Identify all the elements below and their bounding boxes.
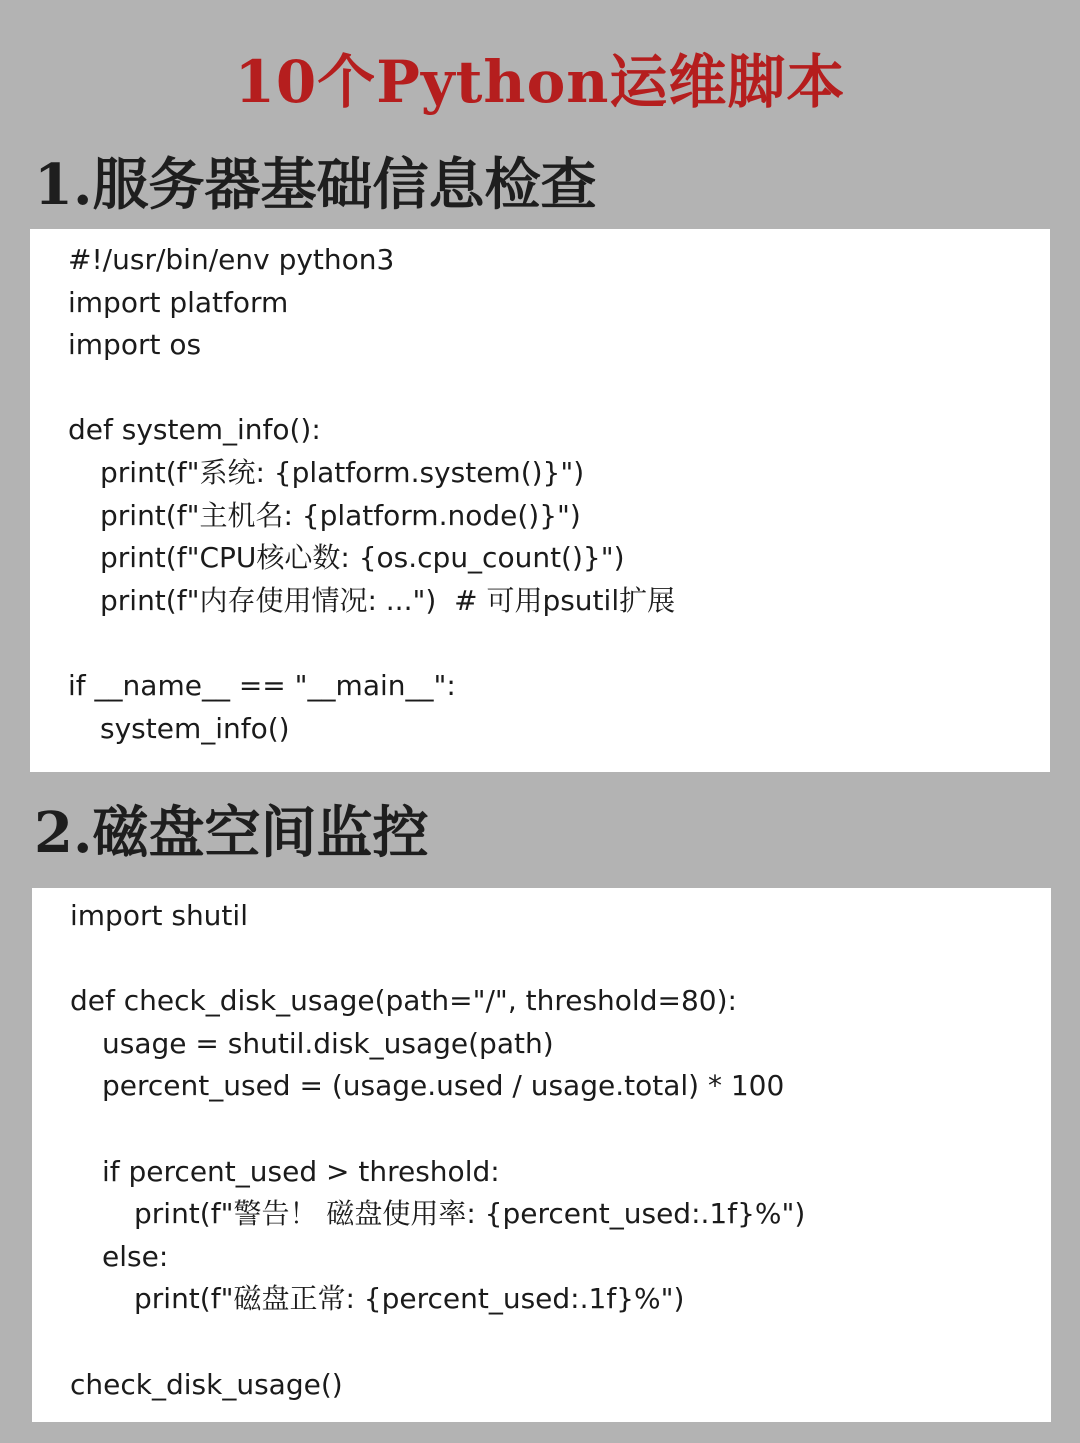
code-line: import platform [68,285,289,319]
code-line: print(f"磁盘正常: {percent_used:.1f}%") [134,1282,685,1316]
code-line: percent_used = (usage.used / usage.total) * 100 [102,1069,785,1103]
code-block-disk-monitor [32,888,1051,1422]
code-line: if __name__ == "__main__": [68,668,456,702]
code-line: system_info() [100,711,290,745]
section-heading-disk-monitor: 2.磁盘空间监控 [34,800,429,866]
code-line: import os [68,328,202,362]
code-line: print(f"CPU核心数: {os.cpu_count()}") [100,541,625,575]
code-line: def system_info(): [68,413,321,447]
code-line: def check_disk_usage(path="/", threshold=80): [70,984,737,1018]
code-line [68,367,1050,410]
code-block-server-info [30,229,1050,772]
code-line: else: [102,1239,169,1273]
page-title: 10个Python运维脚本 [234,48,846,116]
code-line: check_disk_usage() [70,1367,343,1401]
code-line: import shutil [70,899,248,932]
code-line: print(f"警告！ 磁盘使用率: {percent_used:.1f}%") [134,1197,806,1231]
code-line [70,1321,1051,1364]
code-line: usage = shutil.disk_usage(path) [102,1026,554,1060]
code-line: #!/usr/bin/env python3 [68,243,395,276]
code-line [70,1108,1051,1151]
section-heading-server-info: 1.服务器基础信息检查 [34,152,597,218]
code-line: print(f"系统: {platform.system()}") [100,455,585,489]
code-line [68,622,1050,665]
code-line: print(f"主机名: {platform.node()}") [100,498,581,532]
code-line: if percent_used > threshold: [102,1154,500,1188]
code-line: print(f"内存使用情况: ...") # 可用psutil扩展 [100,583,676,617]
code-line [70,938,1051,981]
